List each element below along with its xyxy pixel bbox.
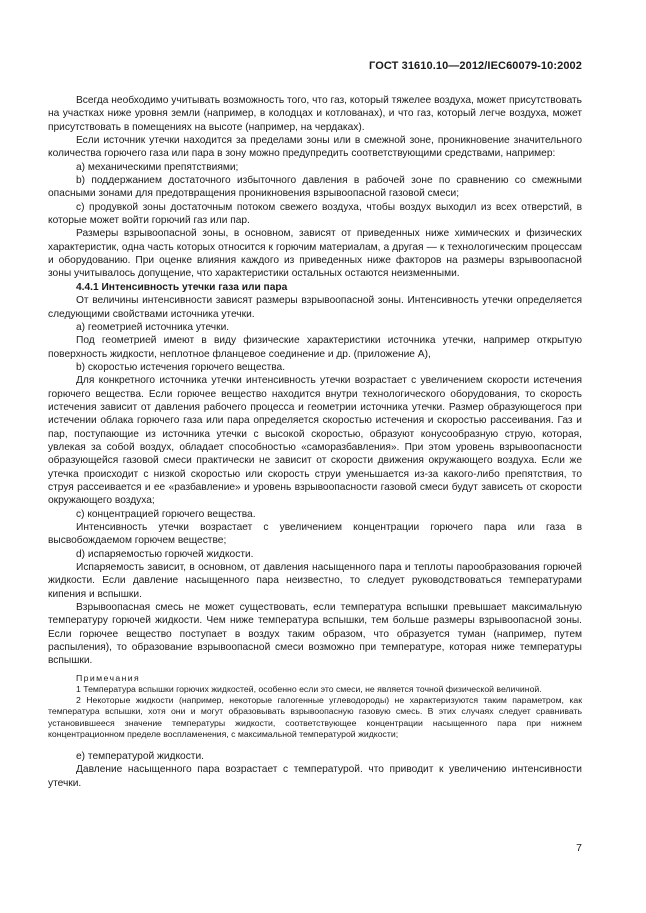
paragraph: Взрывоопасная смесь не может существовать, если температура вспышки превышает максимальную температуру горючей жидкости. Чем ниже температура вспышки, тем больше размеры взрывоопасной зоны. Если горючее вещество поступает в воздух таким образом, что образуется туман (например, путем распыления), то образование взрывоопасной смеси возможно при температуре, которая ниже температуры вспышки.: [48, 602, 582, 667]
closing-block: [48, 750, 582, 790]
paragraph: Для конкретного источника утечки интенсивность утечки возрастает с увеличением скорости истечения горючего вещества. Если горючее вещество находится внутри технологического оборудования, то скорость истечения зависит от давления рабочего процесса и геометрии источника утечки. Размер образующегося при истечении облака горючего газа или пара определяется скоростью истечения и скоростью рассеивания. Газ и пар, поступающие из источника утечки с высокой скоростью, образуют конусообразную струю, которая, увлекая за собой воздух, обладает способностью «саморазбавления». При этом уровень взрывоопасности образующейся газовой смеси практически не зависит от скорости движения окружающего воздуха. Если же утечка происходит с низкой скоростью или скорость струи уменьшается из-за какого-либо препятствия, то струя рассеивается и ее «разбавление» и уровень взрывоопасности газовой смеси будут зависеть от скорости окружающего воздуха;: [48, 375, 582, 507]
page-number: 7: [576, 842, 582, 854]
list-item: e) температурой жидкости.: [76, 751, 204, 762]
paragraph: Если источник утечки находится за пределами зоны или в смежной зоне, проникновение значительного количества горючего газа или пара в зону можно предупредить соответствующими средствами, например:: [48, 135, 582, 160]
notes-block: [48, 673, 582, 740]
paragraph: Испаряемость зависит, в основном, от давления насыщенного пара и теплоты парообразования горючей жидкости. Если давление насыщенного пара неизвестно, то следует руководствоваться температурами кипения и вспышки.: [48, 562, 582, 600]
list-item: a) механическими препятствиями;: [76, 161, 239, 173]
section-heading: 4.4.1 Интенсивность утечки газа или пара: [76, 281, 288, 293]
list-item: b) скоростью истечения горючего вещества.: [76, 361, 286, 373]
paragraph: Интенсивность утечки возрастает с увеличением концентрации горючего пара или газа в высвобождаемом горючем веществе;: [48, 522, 582, 547]
list-item: b) поддержанием достаточного избыточного давления в рабочей зоне по сравнению со смежными опасными зонами для предотвращения проникновения взрывоопасной газовой смеси;: [48, 175, 582, 200]
list-item: a) геометрией источника утечки.: [76, 321, 230, 333]
paragraph: Под геометрией имеют в виду физические характеристики источника утечки, например открытую поверхность жидкости, неплотное фланцевое соединение и др. (приложение A),: [48, 335, 582, 360]
note-item: 1 Температура вспышки горючих жидкостей, особенно если это смеси, не является точной физической величиной.: [76, 683, 542, 694]
paragraph: Давление насыщенного пара возрастает с температурой. что приводит к увеличению интенсивности утечки.: [48, 764, 582, 789]
paragraph: Размеры взрывоопасной зоны, в основном, зависят от приведенных ниже химических и физических характеристик, одна часть которых относится к горючим материалам, а другая — к технологическим процессам и оборудованию. При оценке влияния каждого из приведенных ниже факторов на размеры взрывоопасной зоны учитывалось допущение, что характеристики остальных остаются неизменными.: [48, 228, 582, 280]
list-item: c) продувкой зоны достаточным потоком свежего воздуха, чтобы воздух выходил из всех отверстий, в которые может войти горючий газ или пар.: [48, 201, 582, 227]
paragraph: От величины интенсивности зависят размеры взрывоопасной зоны. Интенсивность утечки определяется следующими свойствами источника утечки.: [48, 295, 582, 320]
document-header: ГОСТ 31610.10—2012/IEC60079-10:2002: [369, 60, 582, 72]
list-item: d) испаряемостью горючей жидкости.: [76, 548, 254, 560]
document-body: [48, 94, 582, 790]
notes-title: Примечания: [76, 672, 141, 683]
note-item: 2 Некоторые жидкости (например, некоторые галогенные углеводороды) не характеризуются таким параметром, как температура вспышки, хотя они и могут образовывать взрывоопасную газовую смесь. В этих случаях следует сравнивать установившееся значение температуры жидкости, соответствующее концентрации насыщенного пара при нижнем концентрационном пределе воспламенения, с максимальной температурой жидкости;: [48, 695, 582, 739]
list-item: c) концентрацией горючего вещества.: [76, 508, 256, 520]
paragraph: Всегда необходимо учитывать возможность того, что газ, который тяжелее воздуха, может присутствовать на участках ниже уровня земли (например, в колодцах и котлованах), и что газ, который легче воздуха, может присутствовать в помещениях на высоте (например, на чердаках).: [48, 95, 582, 133]
